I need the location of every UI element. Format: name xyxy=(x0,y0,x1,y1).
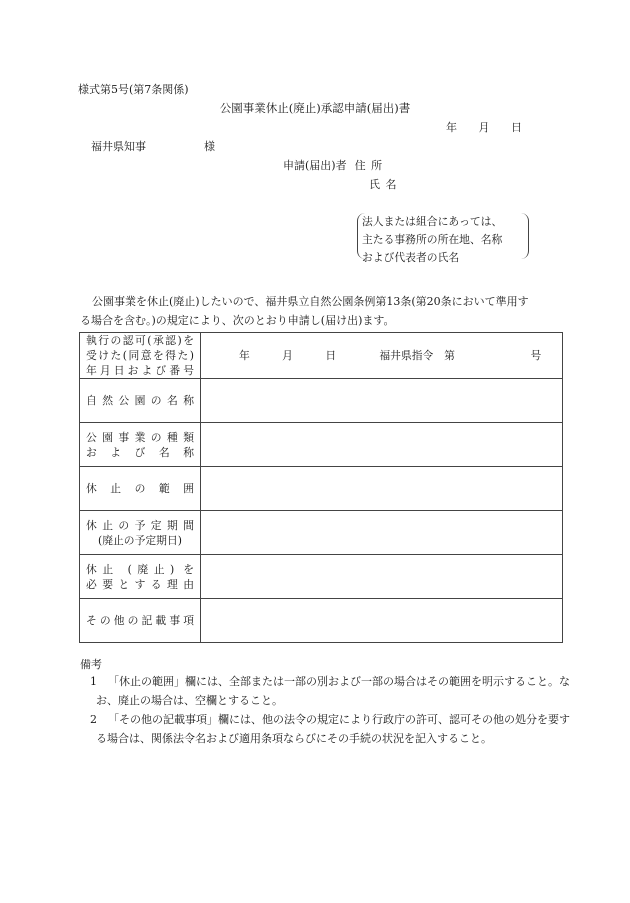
row-label xyxy=(80,511,201,555)
approval-date-text: 年 月 日 福井県指令 第 号 xyxy=(239,349,542,362)
planned-period-field[interactable] xyxy=(201,511,563,555)
label-line: 休止の範囲 xyxy=(86,482,194,495)
other-matters-field[interactable] xyxy=(201,599,563,643)
label-line: 休止 (廃止) を xyxy=(86,562,194,576)
note-number: 2 xyxy=(90,713,97,726)
label-line: 自然公園の名称 xyxy=(86,394,194,407)
corporate-note-line: および代表者の氏名 xyxy=(362,251,460,264)
applicant-line xyxy=(283,157,383,173)
label-line: 年月日および番号 xyxy=(86,364,194,377)
row-label xyxy=(80,555,201,599)
date-line: 年 月 日 xyxy=(446,121,522,134)
applicant-label: 申請(届出)者 xyxy=(283,159,347,172)
application-table xyxy=(79,332,563,643)
table-row xyxy=(80,423,563,467)
name-label: 氏 名 xyxy=(369,178,398,191)
note-item xyxy=(80,710,580,748)
table-row xyxy=(80,333,563,379)
project-type-name-field[interactable] xyxy=(201,423,563,467)
addressee xyxy=(91,138,215,154)
body-paragraph xyxy=(80,292,560,330)
corporate-note-line: 法人または組合にあっては、 xyxy=(362,215,503,228)
note-number: 1 xyxy=(90,675,97,688)
corporate-note xyxy=(357,213,529,264)
body-line: る場合を含む。)の規定により、次のとおり申請し(届け出)ます。 xyxy=(80,314,395,327)
row-label xyxy=(80,333,201,379)
row-label xyxy=(80,423,201,467)
table-row xyxy=(80,555,563,599)
label-line: 公園事業の種類 xyxy=(86,430,194,444)
label-line: 受けた(同意を得た) xyxy=(86,349,194,362)
note-text: 「休止の範囲」欄には、全部または一部の別および一部の場合はその範囲を明示すること。なお、廃止の場合は、空欄とすること。 xyxy=(96,675,570,707)
label-line: 休止の予定期間 xyxy=(86,518,194,532)
note-text: 「その他の記載事項」欄には、他の法令の規定により行政庁の許可、認可その他の処分を要する場合は、関係法令名および適用条項ならびにその手続の状況を記入すること。 xyxy=(96,713,570,745)
park-name-field[interactable] xyxy=(201,379,563,423)
label-line: (廃止の予定期日) xyxy=(97,533,182,547)
label-line: および名称 xyxy=(86,445,194,459)
honorific: 様 xyxy=(204,140,215,153)
table-row xyxy=(80,599,563,643)
table-row xyxy=(80,511,563,555)
label-line: その他の記載事項 xyxy=(86,614,194,627)
row-label xyxy=(80,599,201,643)
approval-date-number-field[interactable] xyxy=(201,333,563,379)
table-row xyxy=(80,467,563,511)
row-label xyxy=(80,467,201,511)
address-label: 住 所 xyxy=(354,159,384,172)
table-row xyxy=(80,379,563,423)
notes-heading: 備考 xyxy=(80,658,102,671)
row-label xyxy=(80,379,201,423)
form-number: 様式第5号(第7条関係) xyxy=(78,83,189,96)
addressee-name: 福井県知事 xyxy=(91,140,146,153)
suspension-scope-field[interactable] xyxy=(201,467,563,511)
corporate-note-line: 主たる事務所の所在地、名称 xyxy=(362,233,503,246)
body-line: 公園事業を休止(廃止)したいので、福井県立自然公園条例第13条(第20条において準用す xyxy=(92,295,529,308)
reason-field[interactable] xyxy=(201,555,563,599)
document-title: 公園事業休止(廃止)承認申請(届出)書 xyxy=(219,101,411,115)
label-line: 必要とする理由 xyxy=(86,577,194,591)
note-item xyxy=(80,672,580,710)
label-line: 執行の認可(承認)を xyxy=(86,334,194,347)
